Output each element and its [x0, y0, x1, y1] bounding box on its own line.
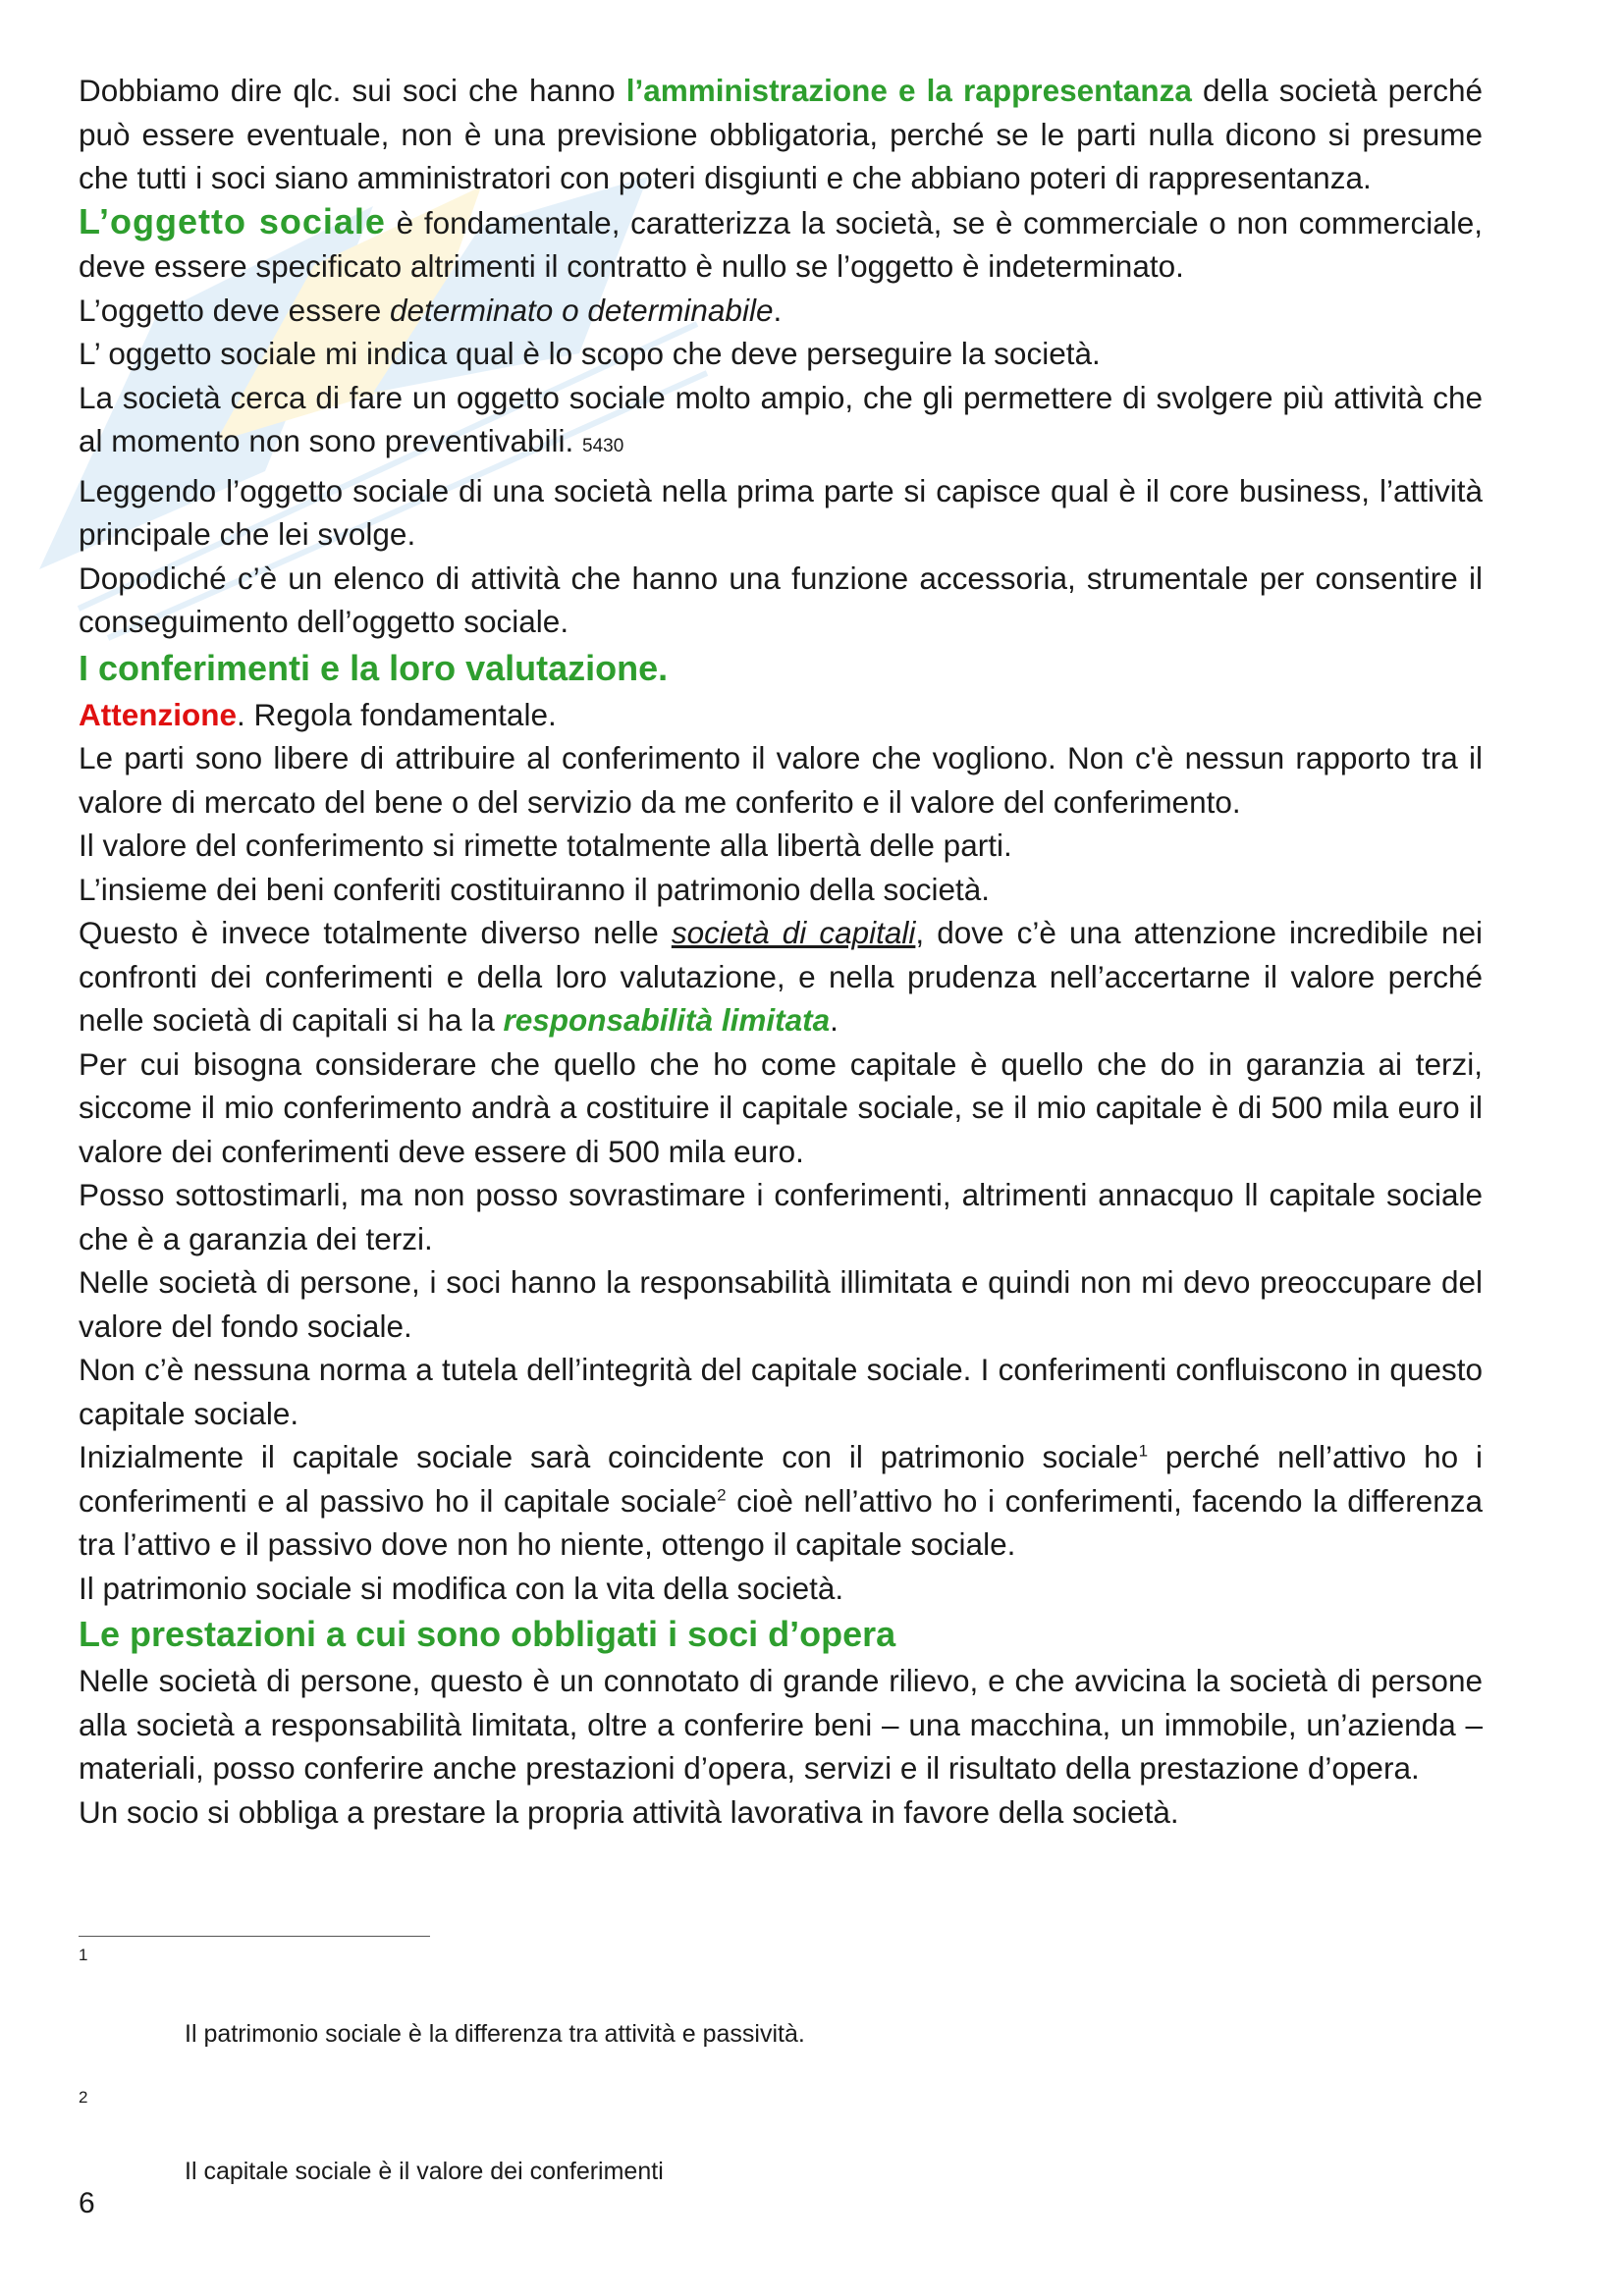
paragraph-sottostima: Posso sottostimarli, ma non posso sovrastimare i conferimenti, altrimenti annacquo ll capitale sociale che è a garanzia dei terzi. — [79, 1177, 1483, 1256]
paragraph-connotato: Nelle società di persone, questo è un connotato di grande rilievo, e che avvicina la società di persone alla società a responsabilità limitata, oltre a conferire beni – una macchina, un immobile, un’azienda – materiali, posso conferire anche prestazioni d’opera, servizi e il risultato della prestazione d’opera. — [79, 1663, 1483, 1786]
paragraph-elenco-attivita: Dopodiché c’è un elenco di attività che hanno una funzione accessoria, strumentale per consentire il conseguimento dell’oggetto sociale. — [79, 560, 1483, 639]
footnote-ref-1[interactable]: 1 — [1138, 1441, 1149, 1461]
footnote-text-1: Il patrimonio sociale è la differenza tra attività e passività. — [185, 2020, 805, 2048]
paragraph-vita-societa: Il patrimonio sociale si modifica con la vita della società. — [79, 1570, 844, 1606]
paragraph-amministrazione: Dobbiamo dire qlc. sui soci che hanno l’amministrazione e la rappresentanza della società perché può essere eventuale, non è una previsione obbligatoria, perché se le parti nulla dicono si presume che tutti i soci siano amministratori con poteri disgiunti e che abbiano poteri di rappresentanza. — [79, 73, 1483, 195]
warning-label: Attenzione — [79, 696, 237, 732]
paragraph-patrimonio: L’insieme dei beni conferiti costituiranno il patrimonio della società. — [79, 871, 991, 907]
heading-conferimenti: I conferimenti e la loro valutazione. — [79, 647, 669, 688]
paragraph-valore-conferimento: Le parti sono libere di attribuire al conferimento il valore che vogliono. Non c'è nessun rapporto tra il valore di mercato del bene o del servizio da me conferito e il valore del conferimento. — [79, 740, 1483, 820]
footnote-text-2: Il capitale sociale è il valore dei conferimenti — [185, 2158, 664, 2185]
paragraph-core-business: Leggendo l’oggetto sociale di una società nella prima parte si capisce qual è il core business, l’attività principale che lei svolge. — [79, 472, 1483, 552]
paragraph-societa-persone: Nelle società di persone, i soci hanno la responsabilità illimitata e quindi non mi devo preoccupare del valore del fondo sociale. — [79, 1264, 1483, 1344]
footnote-separator — [79, 1936, 430, 1937]
heading-soci-opera: Le prestazioni a cui sono obbligati i soci d’opera — [79, 1614, 896, 1654]
paragraph-capitale-patrimonio: Inizialmente il capitale sociale sarà coincidente con il patrimonio sociale$^1$ perché nell’attivo ho i conferimenti e al passivo ho il capitale sociale$^2$ cioè nell’attivo ho i conferimenti, facendo la differenza tra l’attivo e il passivo dove non ho niente, ottengo il capitale sociale. — [79, 1439, 1483, 1562]
term-societa-capitali: società di capitali — [671, 915, 916, 950]
paragraph-societa-capitali: Questo è invece totalmente diverso nelle società di capitali, dove c’è una attenzione incredibile nei confronti dei conferimenti e della loro valutazione, e nella prudenza nell’accertarne il valore perché nelle società di capitali si ha la responsabilità limitata. — [79, 915, 1483, 1038]
paragraph-oggetto-ampio: La società cerca di fare un oggetto sociale molto ampio, che gli permettere di svolgere più attività che al momento non sono preventivabili. 5430 — [79, 379, 1483, 458]
document-body — [79, 69, 1483, 1834]
paragraph-oggetto-determinato: L’oggetto deve essere determinato o determinabile. — [79, 292, 783, 328]
section-term-oggetto-sociale: L’oggetto sociale — [79, 200, 386, 241]
paragraph-liberta-parti: Il valore del conferimento si rimette totalmente alla libertà delle parti. — [79, 828, 1012, 863]
paragraph-garanzia-terzi: Per cui bisogna considerare che quello che ho come capitale è quello che do in garanzia ai terzi, siccome il mio conferimento andrà a costituire il capitale sociale, se il mio capitale è di 500 mila euro il valore dei conferimenti deve essere di 500 mila euro. — [79, 1045, 1483, 1169]
paragraph-attenzione: Attenzione. Regola fondamentale. — [79, 696, 557, 732]
footnote-number-2: 2 — [79, 2088, 88, 2107]
page-number: 6 — [79, 2187, 95, 2219]
term-responsabilita-limitata: responsabilità limitata — [503, 1002, 831, 1038]
footnote-ref-2[interactable]: 2 — [717, 1485, 727, 1504]
paragraph-integrita-capitale: Non c’è nessuna norma a tutela dell’integrità del capitale sociale. I conferimenti confluiscono in questo capitale sociale. — [79, 1352, 1483, 1431]
paragraph-scopo: L’ oggetto sociale mi indica qual è lo scopo che deve perseguire la società. — [79, 336, 1101, 371]
footnote-number-1: 1 — [79, 1946, 88, 1964]
inline-number: 5430 — [582, 436, 624, 456]
paragraph-oggetto-sociale: L’oggetto sociale è fondamentale, caratterizza la società, se è commerciale o non commerciale, deve essere specificato altrimenti il contratto è nullo se l’oggetto è indeterminato. — [79, 200, 1484, 284]
paragraph-socio-obbliga: Un socio si obbliga a prestare la propria attività lavorativa in favore della società. — [79, 1793, 1179, 1830]
highlight-amministrazione: l’amministrazione e la rappresentanza — [625, 73, 1192, 108]
